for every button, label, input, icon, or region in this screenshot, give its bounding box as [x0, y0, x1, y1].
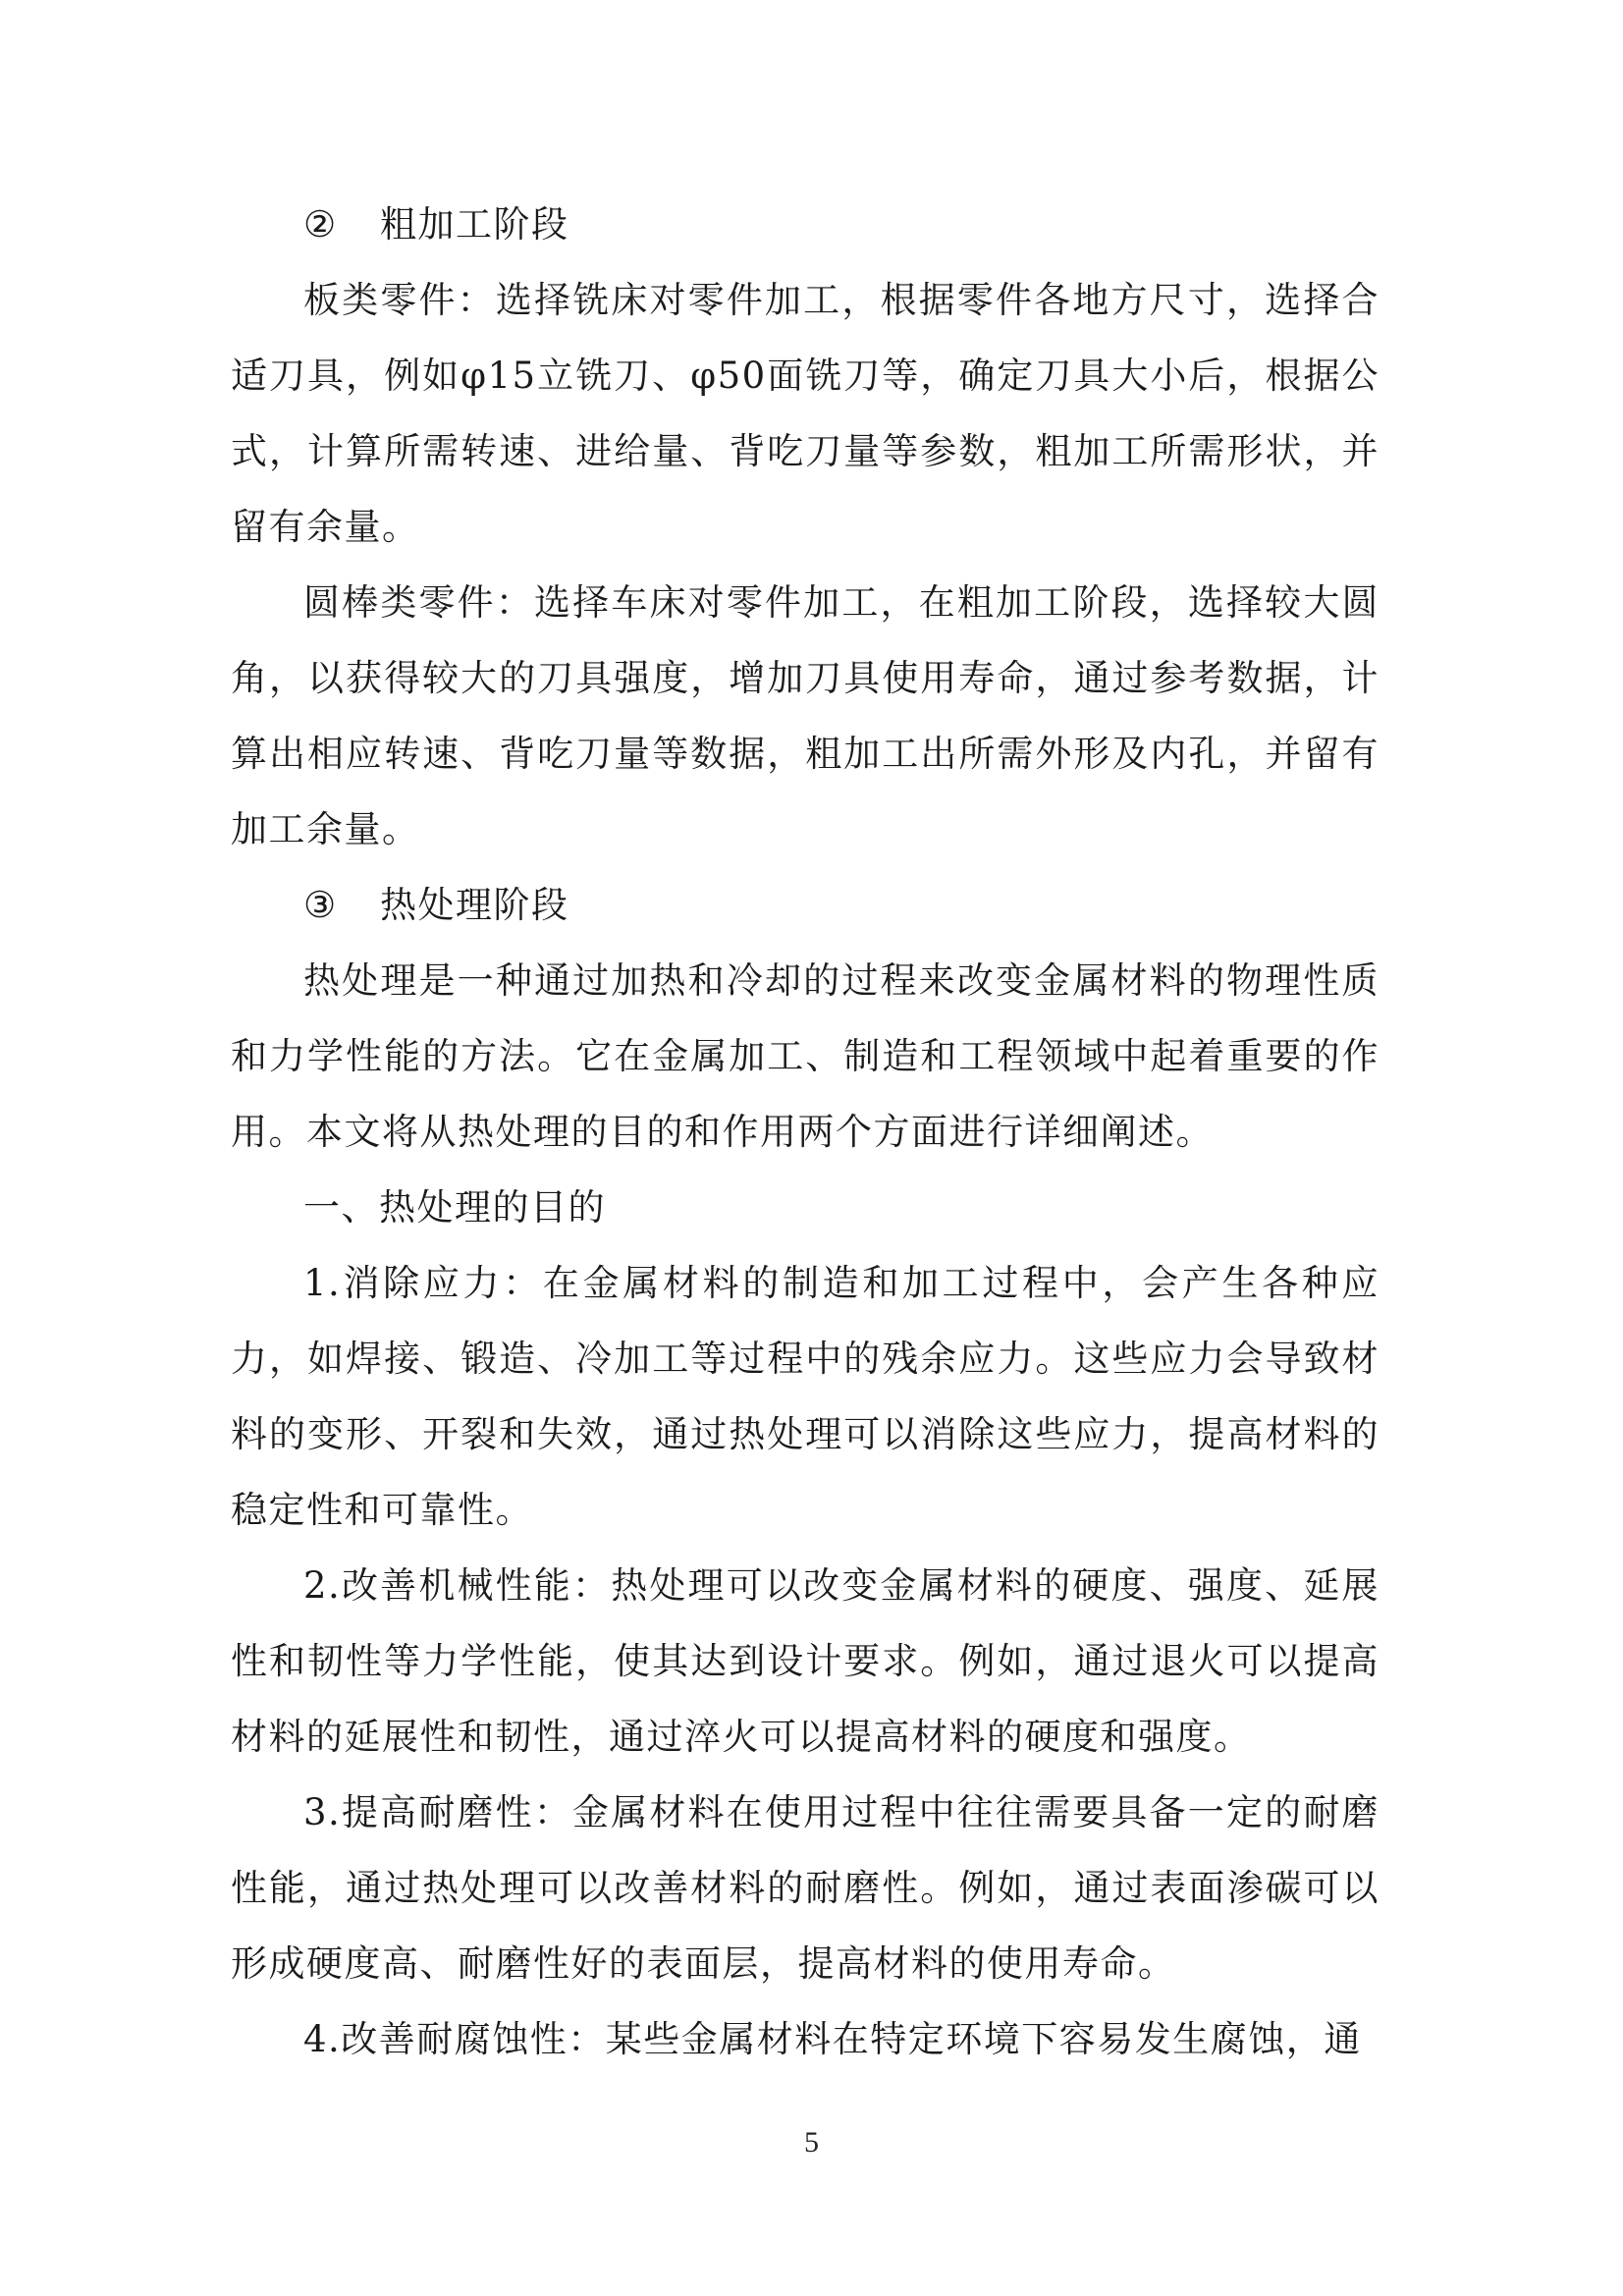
list-item-wear-resistance: 3.提高耐磨性：金属材料在使用过程中往往需要具备一定的耐磨性能，通过热处理可以改善材料的耐磨性。例如，通过表面渗碳可以形成硬度高、耐磨性好的表面层，提高材料的使用寿命。 — [231, 1791, 1380, 1985]
list-item-mechanical-properties: 2.改善机械性能：热处理可以改变金属材料的硬度、强度、延展性和韧性等力学性能，使其达到设计要求。例如，通过退火可以提高材料的延展性和韧性，通过淬火可以提高材料的硬度和强度。 — [231, 1564, 1380, 1758]
list-item-corrosion-resistance: 4.改善耐腐蚀性：某些金属材料在特定环境下容易发生腐蚀，通 — [303, 2018, 1362, 2060]
paragraph-round-bar-parts: 圆棒类零件：选择车床对零件加工，在粗加工阶段，选择较大圆角，以获得较大的刀具强度，增加刀具使用寿命，通过参考数据，计算出相应转速、背吃刀量等数据，粗加工出所需外形及内孔，并留有加工余量。 — [231, 581, 1380, 850]
list-item-stress-relief: 1.消除应力：在金属材料的制造和加工过程中，会产生各种应力，如焊接、锻造、冷加工等过程中的残余应力。这些应力会导致材料的变形、开裂和失效，通过热处理可以消除这些应力，提高材料的稳定性和可靠性。 — [231, 1262, 1380, 1531]
section-number: ③ — [303, 884, 338, 926]
page-content — [231, 187, 1380, 2077]
paragraph-plate-parts: 板类零件：选择铣床对零件加工，根据零件各地方尺寸，选择合适刀具，例如φ15立铣刀、φ50面铣刀等，确定刀具大小后，根据公式，计算所需转速、进给量、背吃刀量等参数，粗加工所需形状，并留有余量。 — [231, 279, 1380, 548]
paragraph-heat-treatment-intro: 热处理是一种通过加热和冷却的过程来改变金属材料的物理性质和力学性能的方法。它在金属加工、制造和工程领域中起着重要的作用。本文将从热处理的目的和作用两个方面进行详细阐述。 — [231, 959, 1380, 1153]
section-title: 热处理阶段 — [380, 884, 569, 926]
section-heading-rough-machining — [231, 187, 1380, 262]
page-number: 5 — [804, 2126, 819, 2159]
section-number: ② — [303, 203, 338, 246]
subheading-purpose: 一、热处理的目的 — [303, 1186, 606, 1229]
section-heading-heat-treatment — [231, 867, 1380, 943]
section-title: 粗加工阶段 — [380, 203, 569, 246]
